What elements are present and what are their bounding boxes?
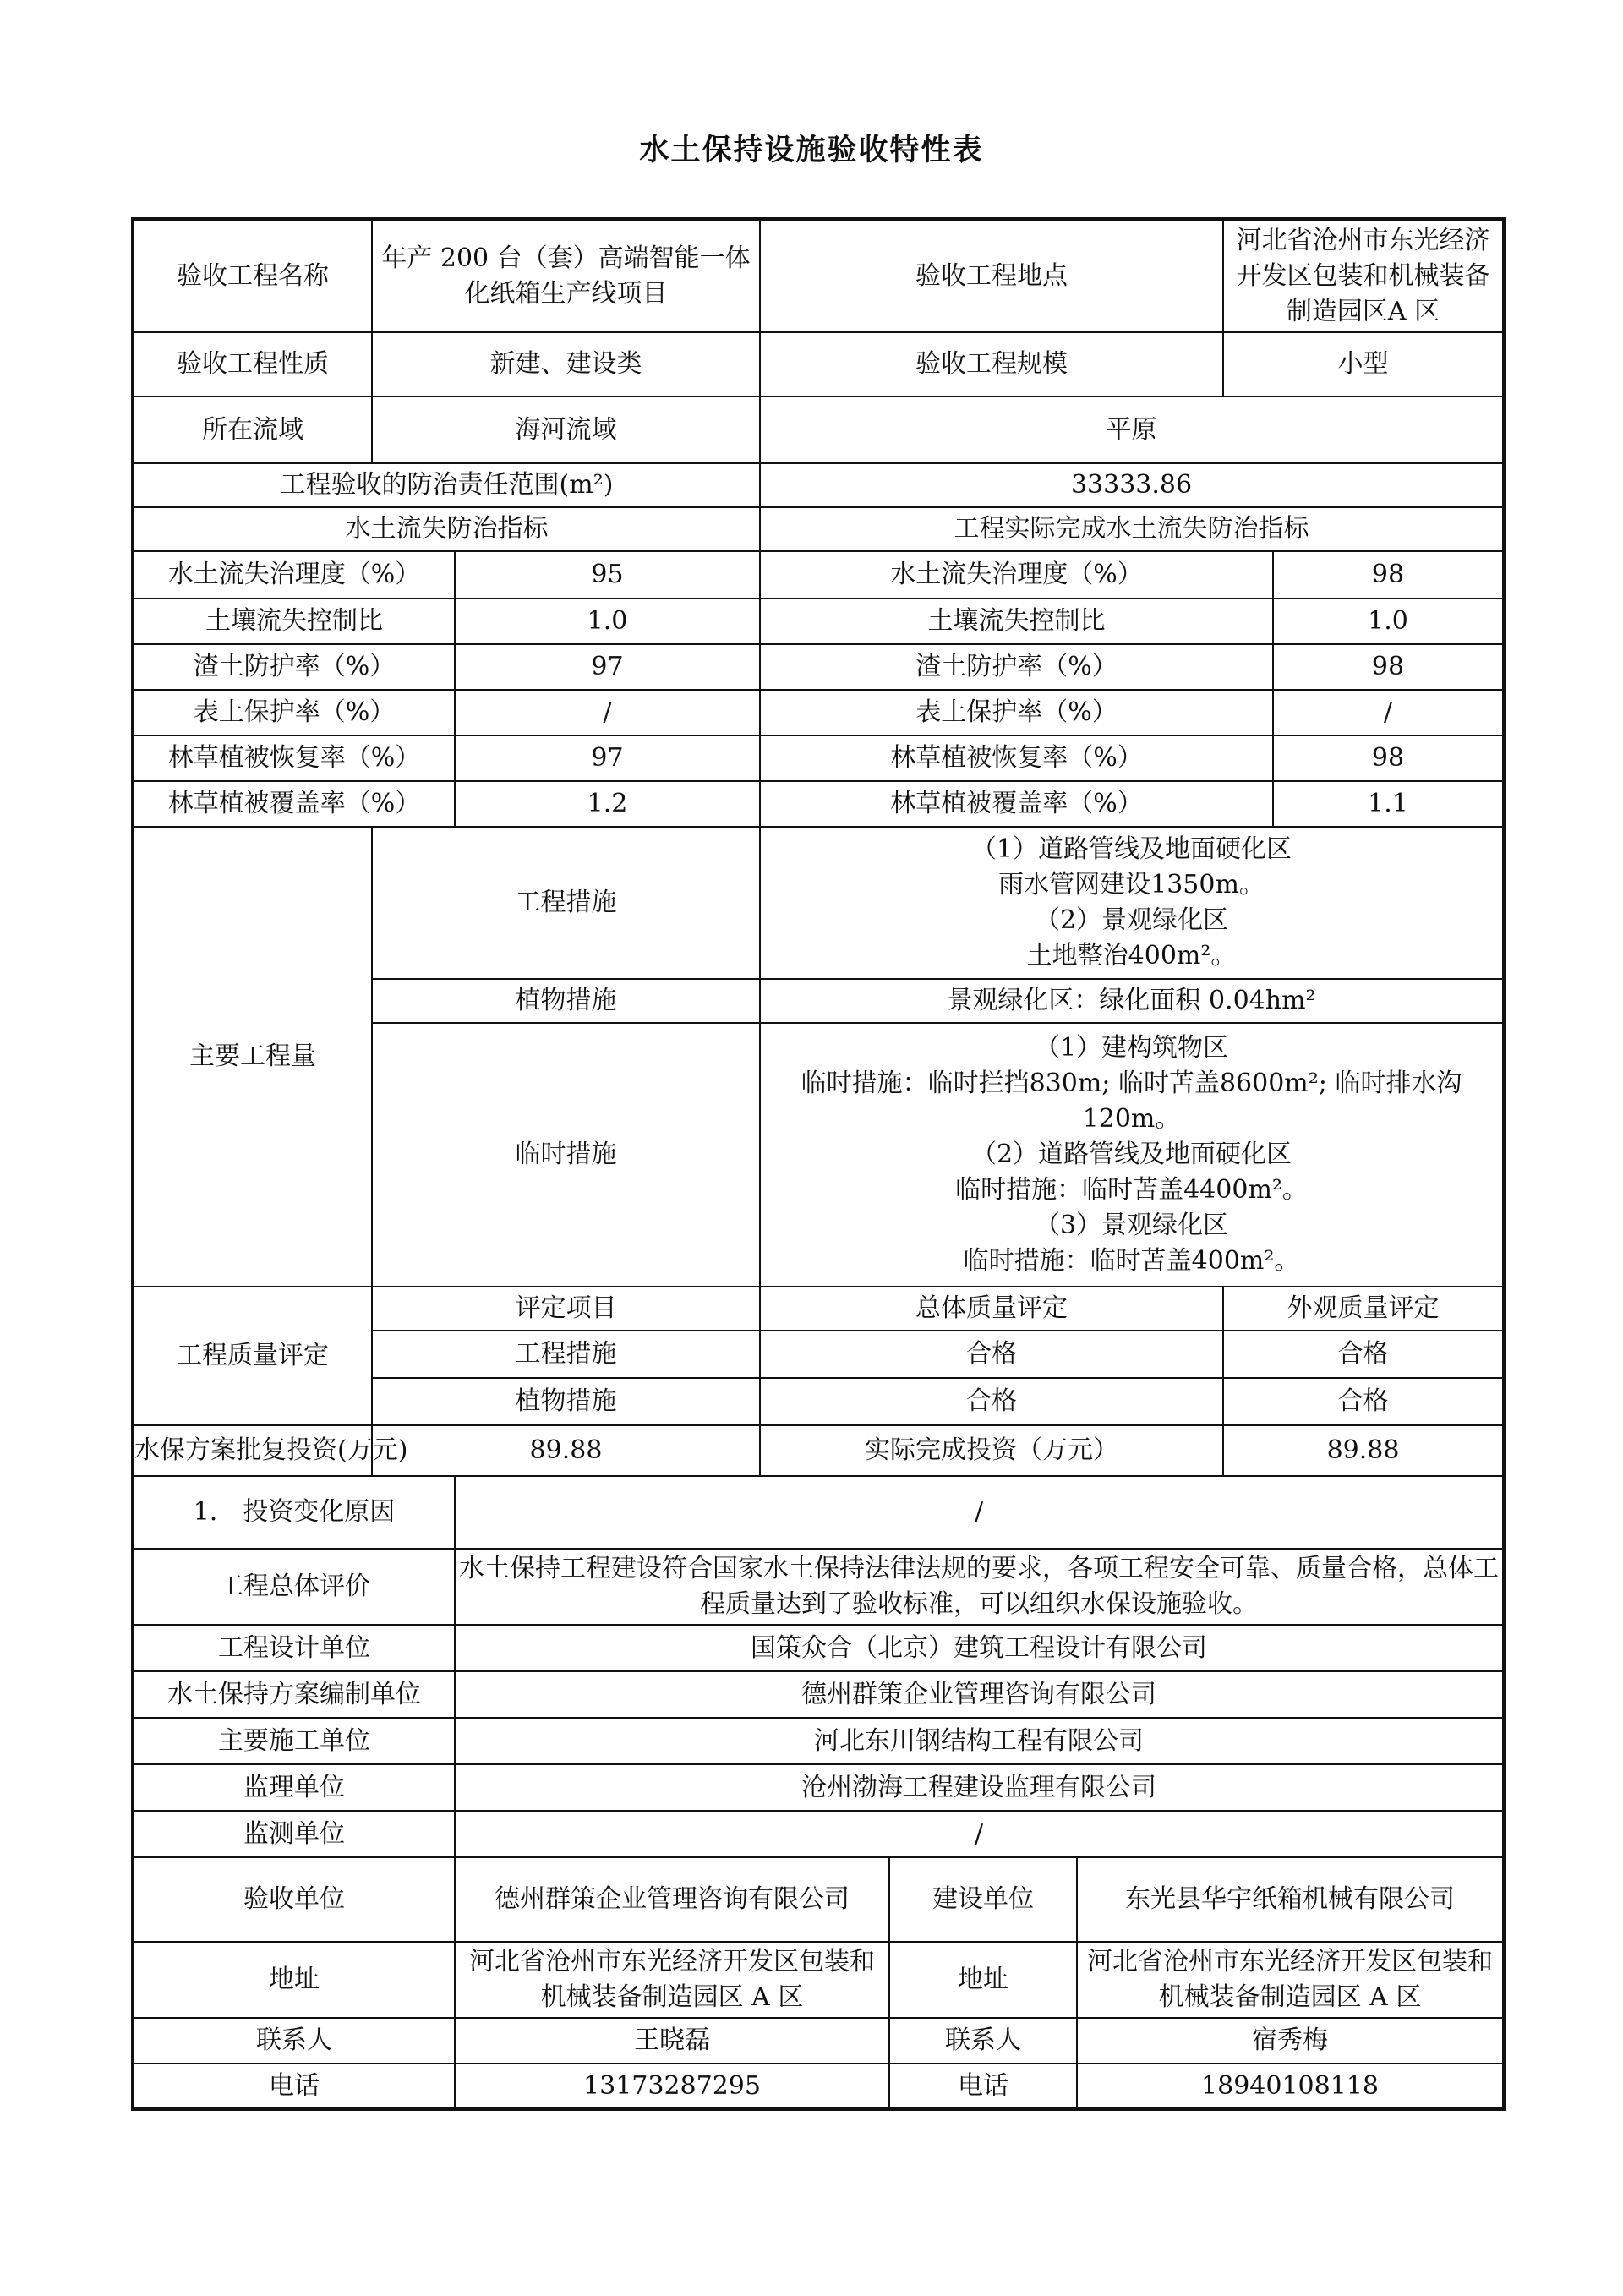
scope-label: 工程验收的防治责任范围(m²) xyxy=(133,463,760,507)
indicator-row xyxy=(133,690,1504,735)
table-row xyxy=(133,1764,1504,1811)
acceptance-table xyxy=(131,217,1506,2111)
acceptance-contact-value: 王晓磊 xyxy=(455,2018,889,2064)
indicator-name: 林草植被覆盖率（%） xyxy=(133,781,455,827)
project-name-label: 验收工程名称 xyxy=(133,219,372,332)
builder-phone-label: 电话 xyxy=(889,2064,1077,2109)
acceptance-contact-label: 联系人 xyxy=(133,2018,455,2064)
monitoring-unit-label: 监测单位 xyxy=(133,1811,455,1857)
measure-line: （1）道路管线及地面硬化区 xyxy=(970,834,1292,864)
table-row xyxy=(133,1625,1504,1671)
actual-investment-value: 89.88 xyxy=(1223,1425,1504,1476)
acceptance-address-value: 河北省沧州市东光经济开发区包装和机械装备制造园区 A 区 xyxy=(455,1942,889,2018)
indicator-target: / xyxy=(455,690,760,735)
builder-address-label: 地址 xyxy=(889,1942,1077,2018)
indicator-name-actual: 林草植被恢复率（%） xyxy=(760,735,1273,781)
project-scale-label: 验收工程规模 xyxy=(760,332,1223,396)
basin-label: 所在流域 xyxy=(133,396,372,463)
quality-overall: 合格 xyxy=(760,1331,1223,1378)
table-row xyxy=(133,463,1504,507)
indicator-actual: 1.0 xyxy=(1273,599,1504,644)
measure-line: （2）景观绿化区 xyxy=(1034,905,1229,935)
table-row xyxy=(133,507,1504,551)
indicator-target: 1.0 xyxy=(455,599,760,644)
acceptance-unit-label: 验收单位 xyxy=(133,1857,455,1942)
builder-unit-label: 建设单位 xyxy=(889,1857,1077,1942)
engineering-measures-label: 工程措施 xyxy=(372,827,760,979)
indicator-name: 土壤流失控制比 xyxy=(133,599,455,644)
measure-line: （1）建构筑物区 xyxy=(1034,1033,1229,1063)
approved-investment-label: 水保方案批复投资(万元) xyxy=(133,1425,372,1476)
project-nature-label: 验收工程性质 xyxy=(133,332,372,396)
indicator-target: 97 xyxy=(455,735,760,781)
project-name-value: 年产 200 台（套）高端智能一体化纸箱生产线项目 xyxy=(372,219,760,332)
project-location-value: 河北省沧州市东光经济开发区包装和机械装备制造园区A 区 xyxy=(1223,219,1504,332)
main-quantities-label: 主要工程量 xyxy=(133,827,372,1287)
indicator-name-actual: 林草植被覆盖率（%） xyxy=(760,781,1273,827)
basin-value: 海河流域 xyxy=(372,396,760,463)
indicator-target: 97 xyxy=(455,644,760,690)
indicator-actual: 1.1 xyxy=(1273,781,1504,827)
measure-line: 临时措施：临时苫盖400m²。 xyxy=(963,1246,1300,1276)
plan-unit-label: 水土保持方案编制单位 xyxy=(133,1671,455,1718)
measure-line: 雨水管网建设1350m。 xyxy=(998,870,1265,899)
indicator-actual: 98 xyxy=(1273,735,1504,781)
measure-line: 土地整治400m²。 xyxy=(1026,941,1237,970)
investment-change-value: / xyxy=(455,1476,1504,1549)
temporary-measures-label: 临时措施 xyxy=(372,1023,760,1287)
plant-measures-label: 植物措施 xyxy=(372,979,760,1023)
plant-measures-content: 景观绿化区：绿化面积 0.04hm² xyxy=(760,979,1504,1023)
indicator-row xyxy=(133,644,1504,690)
indicator-name: 水土流失治理度（%） xyxy=(133,551,455,599)
project-nature-value: 新建、建设类 xyxy=(372,332,760,396)
table-row xyxy=(133,1476,1504,1549)
table-row xyxy=(133,396,1504,463)
table-row xyxy=(133,1857,1504,1942)
monitoring-unit-value: / xyxy=(455,1811,1504,1857)
table-row xyxy=(133,332,1504,396)
table-row xyxy=(133,1942,1504,2018)
acceptance-unit-value: 德州群策企业管理咨询有限公司 xyxy=(455,1857,889,1942)
measure-line: 临时措施：临时拦挡830m; 临时苫盖8600m²; 临时排水沟120m。 xyxy=(801,1069,1462,1134)
indicator-actual: / xyxy=(1273,690,1504,735)
table-row xyxy=(133,1811,1504,1857)
overall-evaluation-label: 工程总体评价 xyxy=(133,1549,455,1625)
builder-unit-value: 东光县华宇纸箱机械有限公司 xyxy=(1077,1857,1504,1942)
quality-appearance: 合格 xyxy=(1223,1331,1504,1378)
overall-evaluation-value: 水土保持工程建设符合国家水土保持法律法规的要求，各项工程安全可靠、质量合格，总体工程质量达到了验收标准，可以组织水保设施验收。 xyxy=(455,1549,1504,1625)
target-header: 水土流失防治指标 xyxy=(133,507,760,551)
table-row xyxy=(133,827,1504,979)
approved-investment-value: 89.88 xyxy=(372,1425,760,1476)
builder-contact-label: 联系人 xyxy=(889,2018,1077,2064)
engineering-measures-content xyxy=(760,827,1504,979)
quality-item: 工程措施 xyxy=(372,1331,760,1378)
investment-change-label: 1. 投资变化原因 xyxy=(133,1476,455,1549)
acceptance-phone-label: 电话 xyxy=(133,2064,455,2109)
construction-unit-label: 主要施工单位 xyxy=(133,1718,455,1764)
indicator-name: 渣土防护率（%） xyxy=(133,644,455,690)
terrain-value: 平原 xyxy=(760,396,1504,463)
scope-value: 33333.86 xyxy=(760,463,1504,507)
actual-investment-label: 实际完成投资（万元） xyxy=(760,1425,1223,1476)
table-row xyxy=(133,2018,1504,2064)
indicator-name-actual: 表土保护率（%） xyxy=(760,690,1273,735)
builder-address-value: 河北省沧州市东光经济开发区包装和机械装备制造园区 A 区 xyxy=(1077,1942,1504,2018)
actual-header: 工程实际完成水土流失防治指标 xyxy=(760,507,1504,551)
indicator-row xyxy=(133,781,1504,827)
design-unit-label: 工程设计单位 xyxy=(133,1625,455,1671)
indicator-row xyxy=(133,735,1504,781)
measure-line: （2）道路管线及地面硬化区 xyxy=(970,1140,1292,1169)
quality-appearance: 合格 xyxy=(1223,1378,1504,1425)
builder-phone-value: 18940108118 xyxy=(1077,2064,1504,2109)
indicator-name: 林草植被恢复率（%） xyxy=(133,735,455,781)
indicator-name-actual: 土壤流失控制比 xyxy=(760,599,1273,644)
table-row xyxy=(133,1718,1504,1764)
overall-quality-header: 总体质量评定 xyxy=(760,1287,1223,1331)
measure-line: （3）景观绿化区 xyxy=(1034,1211,1229,1240)
eval-item-header: 评定项目 xyxy=(372,1287,760,1331)
acceptance-address-label: 地址 xyxy=(133,1942,455,2018)
table-row xyxy=(133,1671,1504,1718)
table-row xyxy=(133,2064,1504,2109)
quality-overall: 合格 xyxy=(760,1378,1223,1425)
indicator-name-actual: 水土流失治理度（%） xyxy=(760,551,1273,599)
indicator-row xyxy=(133,599,1504,644)
supervision-unit-label: 监理单位 xyxy=(133,1764,455,1811)
project-scale-value: 小型 xyxy=(1223,332,1504,396)
construction-unit-value: 河北东川钢结构工程有限公司 xyxy=(455,1718,1504,1764)
page-title: 水土保持设施验收特性表 xyxy=(639,133,984,167)
supervision-unit-value: 沧州渤海工程建设监理有限公司 xyxy=(455,1764,1504,1811)
plan-unit-value: 德州群策企业管理咨询有限公司 xyxy=(455,1671,1504,1718)
project-location-label: 验收工程地点 xyxy=(760,219,1223,332)
table-row xyxy=(133,1425,1504,1476)
measure-line: 临时措施：临时苫盖4400m²。 xyxy=(955,1175,1308,1205)
indicator-row xyxy=(133,551,1504,599)
quality-item: 植物措施 xyxy=(372,1378,760,1425)
table-row xyxy=(133,1287,1504,1331)
indicator-name-actual: 渣土防护率（%） xyxy=(760,644,1273,690)
quality-eval-label: 工程质量评定 xyxy=(133,1287,372,1425)
table-row xyxy=(133,1549,1504,1625)
temporary-measures-content xyxy=(760,1023,1504,1287)
appearance-quality-header: 外观质量评定 xyxy=(1223,1287,1504,1331)
table-row xyxy=(133,219,1504,332)
indicator-actual: 98 xyxy=(1273,551,1504,599)
indicator-target: 95 xyxy=(455,551,760,599)
indicator-actual: 98 xyxy=(1273,644,1504,690)
indicator-target: 1.2 xyxy=(455,781,760,827)
builder-contact-value: 宿秀梅 xyxy=(1077,2018,1504,2064)
design-unit-value: 国策众合（北京）建筑工程设计有限公司 xyxy=(455,1625,1504,1671)
acceptance-phone-value: 13173287295 xyxy=(455,2064,889,2109)
indicator-name: 表土保护率（%） xyxy=(133,690,455,735)
